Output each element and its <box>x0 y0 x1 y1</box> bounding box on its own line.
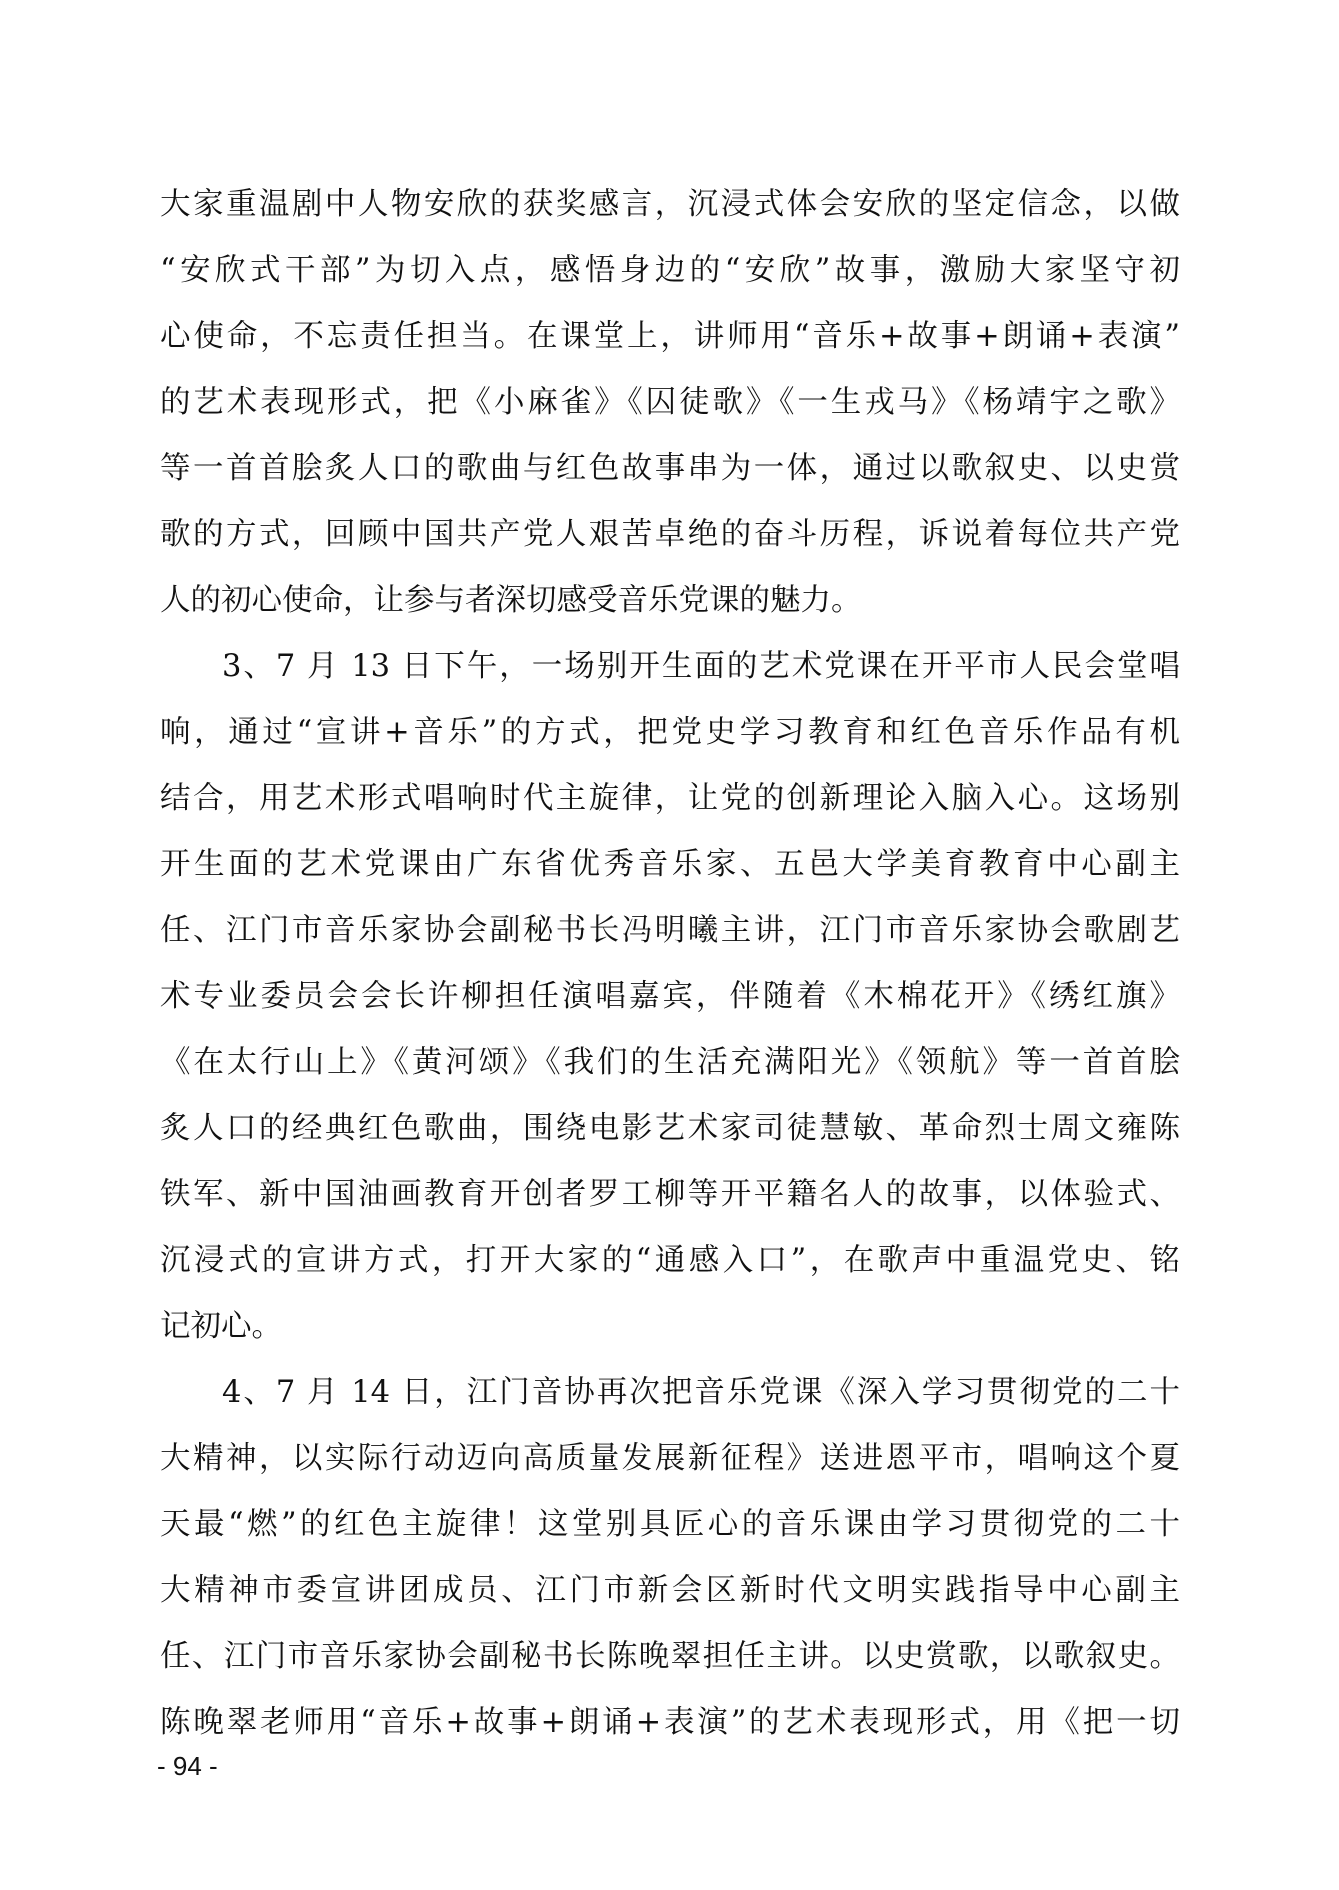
paragraph-4-line-4: 大精神市委宣讲团成员、江门市新会区新时代文明实践指导中心副主 <box>160 1573 1180 1608</box>
paragraph-4-line-1: 4、7 月 14 日，江门音协再次把音乐党课《深入学习贯彻党的二十 <box>222 1375 1180 1410</box>
page-number: - 94 - <box>157 1751 218 1781</box>
paragraph-4-line-2: 大精神，以实际行动迈向高质量发展新征程》送进恩平市，唱响这个夏 <box>160 1441 1180 1476</box>
body-line-1: 大家重温剧中人物安欣的获奖感言，沉浸式体会安欣的坚定信念，以做 <box>160 187 1180 222</box>
paragraph-3-line-8: 炙人口的经典红色歌曲，围绕电影艺术家司徒慧敏、革命烈士周文雍陈 <box>160 1111 1180 1146</box>
paragraph-4-line-5: 任、江门市音乐家协会副秘书长陈晚翠担任主讲。以史赏歌，以歌叙史。 <box>160 1639 1180 1674</box>
paragraph-3-line-10: 沉浸式的宣讲方式，打开大家的“通感入口”，在歌声中重温党史、铭 <box>160 1243 1180 1278</box>
paragraph-3-line-4: 开生面的艺术党课由广东省优秀音乐家、五邑大学美育教育中心副主 <box>160 847 1180 882</box>
body-line-4: 的艺术表现形式，把《小麻雀》《囚徒歌》《一生戎马》《杨靖宇之歌》 <box>160 385 1180 420</box>
body-line-2: “安欣式干部”为切入点，感悟身边的“安欣”故事，激励大家坚守初 <box>160 253 1180 288</box>
paragraph-4-line-3: 天最“燃”的红色主旋律！这堂别具匠心的音乐课由学习贯彻党的二十 <box>160 1507 1180 1542</box>
paragraph-3-line-6: 术专业委员会会长许柳担任演唱嘉宾，伴随着《木棉花开》《绣红旗》 <box>160 979 1180 1014</box>
paragraph-3-line-3: 结合，用艺术形式唱响时代主旋律，让党的创新理论入脑入心。这场别 <box>160 781 1180 816</box>
body-line-7: 人的初心使命，让参与者深切感受音乐党课的魅力。 <box>160 583 862 618</box>
paragraph-3-line-7: 《在太行山上》《黄河颂》《我们的生活充满阳光》《领航》等一首首脍 <box>160 1045 1180 1080</box>
body-line-6: 歌的方式，回顾中国共产党人艰苦卓绝的奋斗历程，诉说着每位共产党 <box>160 517 1180 552</box>
paragraph-3-line-9: 铁军、新中国油画教育开创者罗工柳等开平籍名人的故事，以体验式、 <box>160 1177 1180 1212</box>
paragraph-3-line-5: 任、江门市音乐家协会副秘书长冯明曦主讲，江门市音乐家协会歌剧艺 <box>160 913 1180 948</box>
body-line-3: 心使命，不忘责任担当。在课堂上，讲师用“音乐+故事+朗诵+表演” <box>160 319 1180 354</box>
paragraph-3-line-11: 记初心。 <box>160 1309 282 1344</box>
paragraph-3-line-1: 3、7 月 13 日下午，一场别开生面的艺术党课在开平市人民会堂唱 <box>222 649 1180 684</box>
body-line-5: 等一首首脍炙人口的歌曲与红色故事串为一体，通过以歌叙史、以史赏 <box>160 451 1180 486</box>
paragraph-4-line-6: 陈晚翠老师用“音乐+故事+朗诵+表演”的艺术表现形式，用《把一切 <box>160 1705 1180 1740</box>
paragraph-3-line-2: 响，通过“宣讲+音乐”的方式，把党史学习教育和红色音乐作品有机 <box>160 715 1180 750</box>
